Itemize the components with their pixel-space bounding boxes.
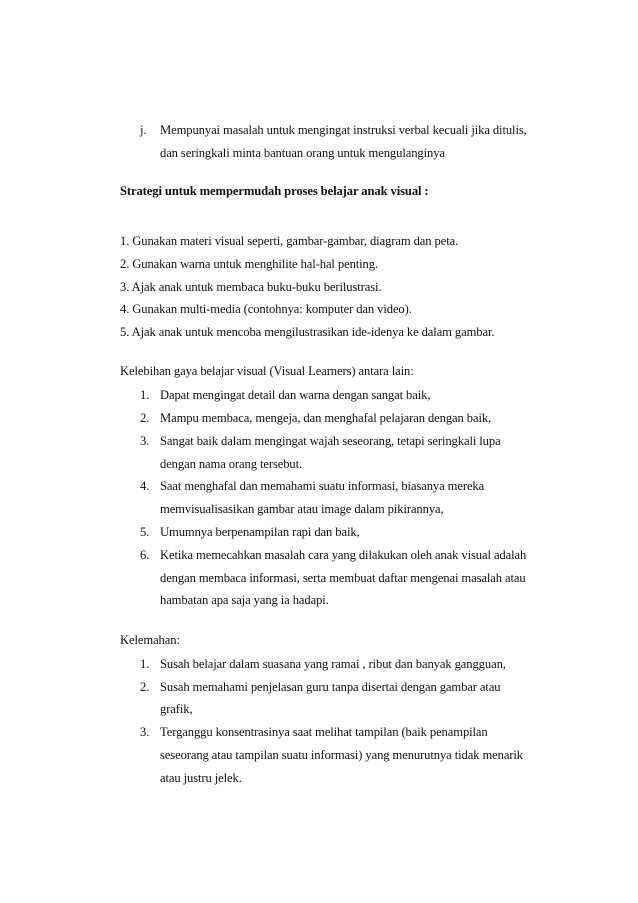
strategy-item-5: 5. Ajak anak untuk mencoba mengilustrasikan ide-idenya ke dalam gambar. bbox=[120, 325, 495, 339]
weaknesses-item-3-line-3: atau justru jelek. bbox=[160, 771, 242, 785]
strengths-item-4-line-2: memvisualisasikan gambar atau image dalam pikirannya, bbox=[160, 502, 444, 516]
weaknesses-marker-1: 1. bbox=[140, 657, 150, 671]
strategy-heading: Strategi untuk mempermudah proses belajar anak visual : bbox=[120, 184, 429, 198]
strengths-item-6-line-1: Ketika memecahkan masalah cara yang dilakukan oleh anak visual adalah bbox=[160, 548, 527, 562]
list-marker-j: j. bbox=[140, 123, 147, 137]
weaknesses-item-3-line-2: seseorang atau tampilan suatu informasi) yang menurutnya tidak menarik bbox=[160, 748, 524, 762]
strengths-heading: Kelebihan gaya belajar visual (Visual Learners) antara lain: bbox=[120, 364, 414, 378]
strengths-marker-1: 1. bbox=[140, 388, 150, 402]
strengths-marker-6: 6. bbox=[140, 548, 150, 562]
weaknesses-item-2-line-2: grafik, bbox=[160, 702, 193, 716]
strengths-item-2-line-1: Mampu membaca, mengeja, dan menghafal pelajaran dengan baik, bbox=[160, 411, 492, 425]
strengths-item-1-line-1: Dapat mengingat detail dan warna dengan sangat baik, bbox=[160, 388, 431, 402]
strengths-marker-4: 4. bbox=[140, 479, 150, 493]
item-j-line-2: dan seringkali minta bantuan orang untuk mengulanginya bbox=[160, 146, 445, 160]
weaknesses-marker-3: 3. bbox=[140, 725, 150, 739]
strengths-item-3-line-1: Sangat baik dalam mengingat wajah seseorang, tetapi seringkali lupa bbox=[160, 434, 501, 448]
strengths-item-6-line-3: hambatan apa saja yang ia hadapi. bbox=[160, 593, 329, 607]
strategy-item-3: 3. Ajak anak untuk membaca buku-buku berilustrasi. bbox=[120, 280, 382, 294]
strengths-item-4-line-1: Saat menghafal dan memahami suatu informasi, biasanya mereka bbox=[160, 479, 485, 493]
strengths-marker-2: 2. bbox=[140, 411, 150, 425]
strategy-item-4: 4. Gunakan multi-media (contohnya: komputer dan video). bbox=[120, 302, 412, 316]
strategy-item-1: 1. Gunakan materi visual seperti, gambar-gambar, diagram dan peta. bbox=[120, 234, 459, 248]
strategy-item-2: 2. Gunakan warna untuk menghilite hal-hal penting. bbox=[120, 257, 378, 271]
strengths-item-5-line-1: Umumnya berpenampilan rapi dan baik, bbox=[160, 525, 360, 539]
item-j-line-1: Mempunyai masalah untuk mengingat instruksi verbal kecuali jika ditulis, bbox=[160, 123, 527, 137]
weaknesses-heading: Kelemahan: bbox=[120, 633, 180, 647]
strengths-marker-5: 5. bbox=[140, 525, 150, 539]
strengths-item-3-line-2: dengan nama orang tersebut. bbox=[160, 457, 303, 471]
weaknesses-item-3-line-1: Terganggu konsentrasinya saat melihat tampilan (baik penampilan bbox=[160, 725, 488, 739]
weaknesses-marker-2: 2. bbox=[140, 680, 150, 694]
strengths-marker-3: 3. bbox=[140, 434, 150, 448]
strengths-item-6-line-2: dengan membaca informasi, serta membuat daftar mengenai masalah atau bbox=[160, 571, 526, 585]
weaknesses-item-2-line-1: Susah memahami penjelasan guru tanpa disertai dengan gambar atau bbox=[160, 680, 501, 694]
weaknesses-item-1-line-1: Susah belajar dalam suasana yang ramai , ribut dan banyak gangguan, bbox=[160, 657, 506, 671]
